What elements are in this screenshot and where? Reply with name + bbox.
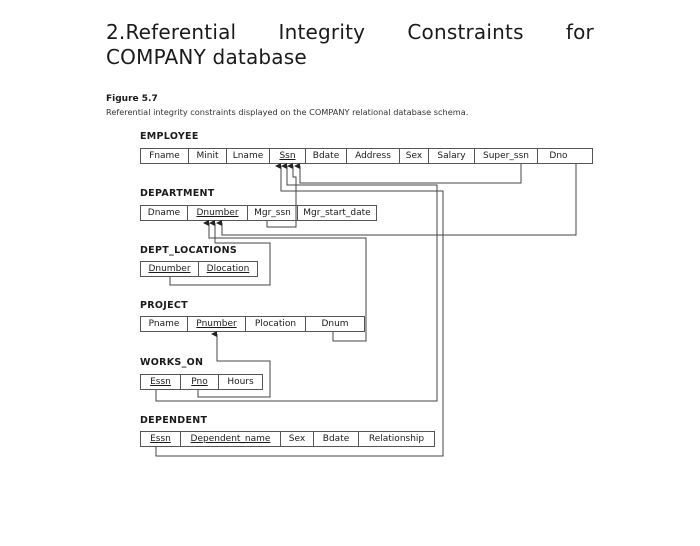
- figure-caption: Referential integrity constraints displayed on the COMPANY relational database schema.: [106, 107, 469, 117]
- attr-dependent-bdate: Bdate: [314, 432, 359, 446]
- attr-employee-salary: Salary: [429, 149, 475, 163]
- attr-dept-locations-dlocation: Dlocation: [206, 264, 250, 274]
- attr-employee-ssn: Ssn: [270, 149, 306, 163]
- attr-department-dname: Dname: [141, 206, 188, 220]
- title-word: 2.Referential: [106, 20, 237, 44]
- relation-name-dependent: DEPENDENT: [140, 415, 208, 426]
- attr-dependent-dependent-name: Dependent_name: [181, 432, 281, 446]
- attr-employee-super-ssn: Super_ssn: [475, 149, 538, 163]
- fk-pno-to-pnumber: [198, 334, 270, 397]
- fk-dependent-essn-to-ssn: [156, 166, 443, 456]
- attr-project-pname: Pname: [141, 317, 188, 331]
- relation-name-dept-locations: DEPT_LOCATIONS: [140, 245, 238, 256]
- fk-dnum-to-dnumber: [209, 223, 366, 341]
- attr-works-on-essn: Essn: [141, 375, 181, 389]
- title-word: Integrity: [278, 20, 366, 44]
- attr-dept-locations-dnumber: Dnumber: [141, 262, 199, 276]
- relation-name-works-on: WORKS_ON: [140, 357, 204, 368]
- attr-department-mgr-ssn: Mgr_ssn: [248, 206, 298, 220]
- attr-works-on-pno: Pno: [181, 375, 219, 389]
- attr-works-on-hours: Hours: [227, 377, 254, 387]
- figure-label: Figure 5.7: [106, 94, 158, 104]
- attr-employee-minit: Minit: [189, 149, 227, 163]
- fk-super-ssn-to-ssn: [300, 164, 521, 183]
- attr-employee-fname: Fname: [141, 149, 189, 163]
- title-word: Constraints: [407, 20, 524, 44]
- attr-employee-address: Address: [347, 149, 400, 163]
- title-word: for: [565, 20, 594, 44]
- attr-dependent-relationship: Relationship: [368, 434, 425, 444]
- attr-dependent-sex: Sex: [281, 432, 314, 446]
- title-line-2: COMPANY database: [106, 45, 307, 69]
- relation-name-project: PROJECT: [140, 300, 188, 311]
- attr-project-dnum: Dnum: [321, 319, 349, 329]
- relation-name-employee: EMPLOYEE: [140, 131, 199, 142]
- attr-dependent-essn: Essn: [141, 432, 181, 446]
- attr-project-pnumber: Pnumber: [188, 317, 246, 331]
- attr-employee-sex: Sex: [400, 149, 429, 163]
- attr-employee-dno: Dno: [549, 151, 568, 161]
- fk-dno-to-dnumber: [222, 164, 576, 235]
- attr-department-mgr-start-date: Mgr_start_date: [303, 208, 371, 218]
- attr-department-dnumber: Dnumber: [188, 206, 248, 220]
- relation-name-department: DEPARTMENT: [140, 188, 215, 199]
- attr-employee-bdate: Bdate: [306, 149, 347, 163]
- attr-employee-lname: Lname: [227, 149, 270, 163]
- attr-project-plocation: Plocation: [246, 317, 306, 331]
- fk-dept-locations-dnumber-to-dnumber: [170, 223, 270, 285]
